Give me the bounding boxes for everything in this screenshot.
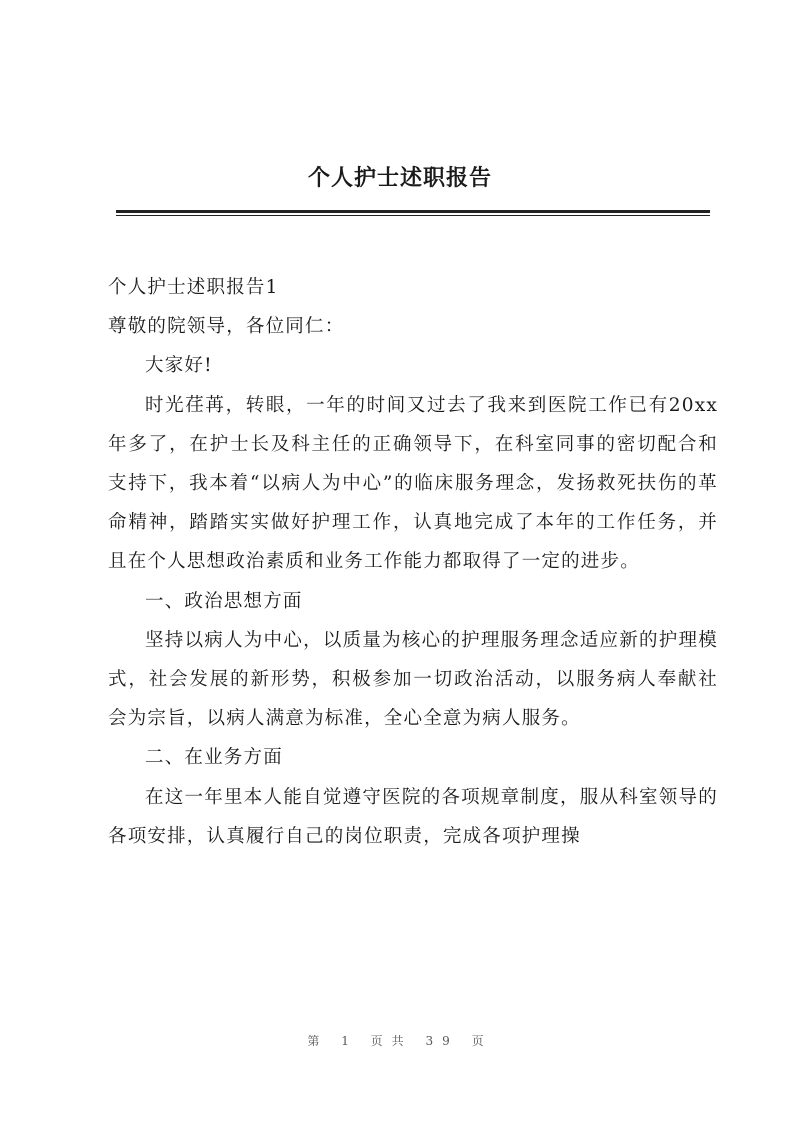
document-body — [108, 268, 718, 856]
section-heading: 个人护士述职报告1 — [108, 277, 279, 298]
subsection-heading: 一、政治思想方面 — [145, 590, 303, 612]
body-paragraph: 在这一年里本人能自觉遵守医院的各项规章制度，服从科室领导的各项安排，认真履行自己的岗位职责，完成各项护理操 — [108, 786, 718, 847]
subsection-heading: 二、在业务方面 — [145, 747, 283, 769]
title-divider — [116, 210, 710, 213]
body-paragraph: 时光荏苒，转眼，一年的时间又过去了我来到医院工作已有20xx年多了，在护士长及科主任的正确领导下，在科室同事的密切配合和支持下，我本着“以病人为中心”的临床服务理念，发扬救死扶伤的革命精神，踏踏实实做好护理工作，认真地完成了本年的工作任务，并且在个人思想政治素质和业务工作能力都取得了一定的进步。 — [108, 394, 718, 573]
title-divider-thin — [116, 215, 710, 216]
page-number-footer: 第 1 页共 39 页 — [307, 1034, 493, 1048]
salutation: 尊敬的院领导，各位同仁： — [108, 316, 345, 338]
greeting: 大家好! — [145, 355, 213, 377]
document-title: 个人护士述职报告 — [307, 165, 492, 191]
body-paragraph: 坚持以病人为中心，以质量为核心的护理服务理念适应新的护理模式，社会发展的新形势，积极参加一切政治活动，以服务病人奉献社会为宗旨，以病人满意为标准，全心全意为病人服务。 — [108, 629, 718, 730]
